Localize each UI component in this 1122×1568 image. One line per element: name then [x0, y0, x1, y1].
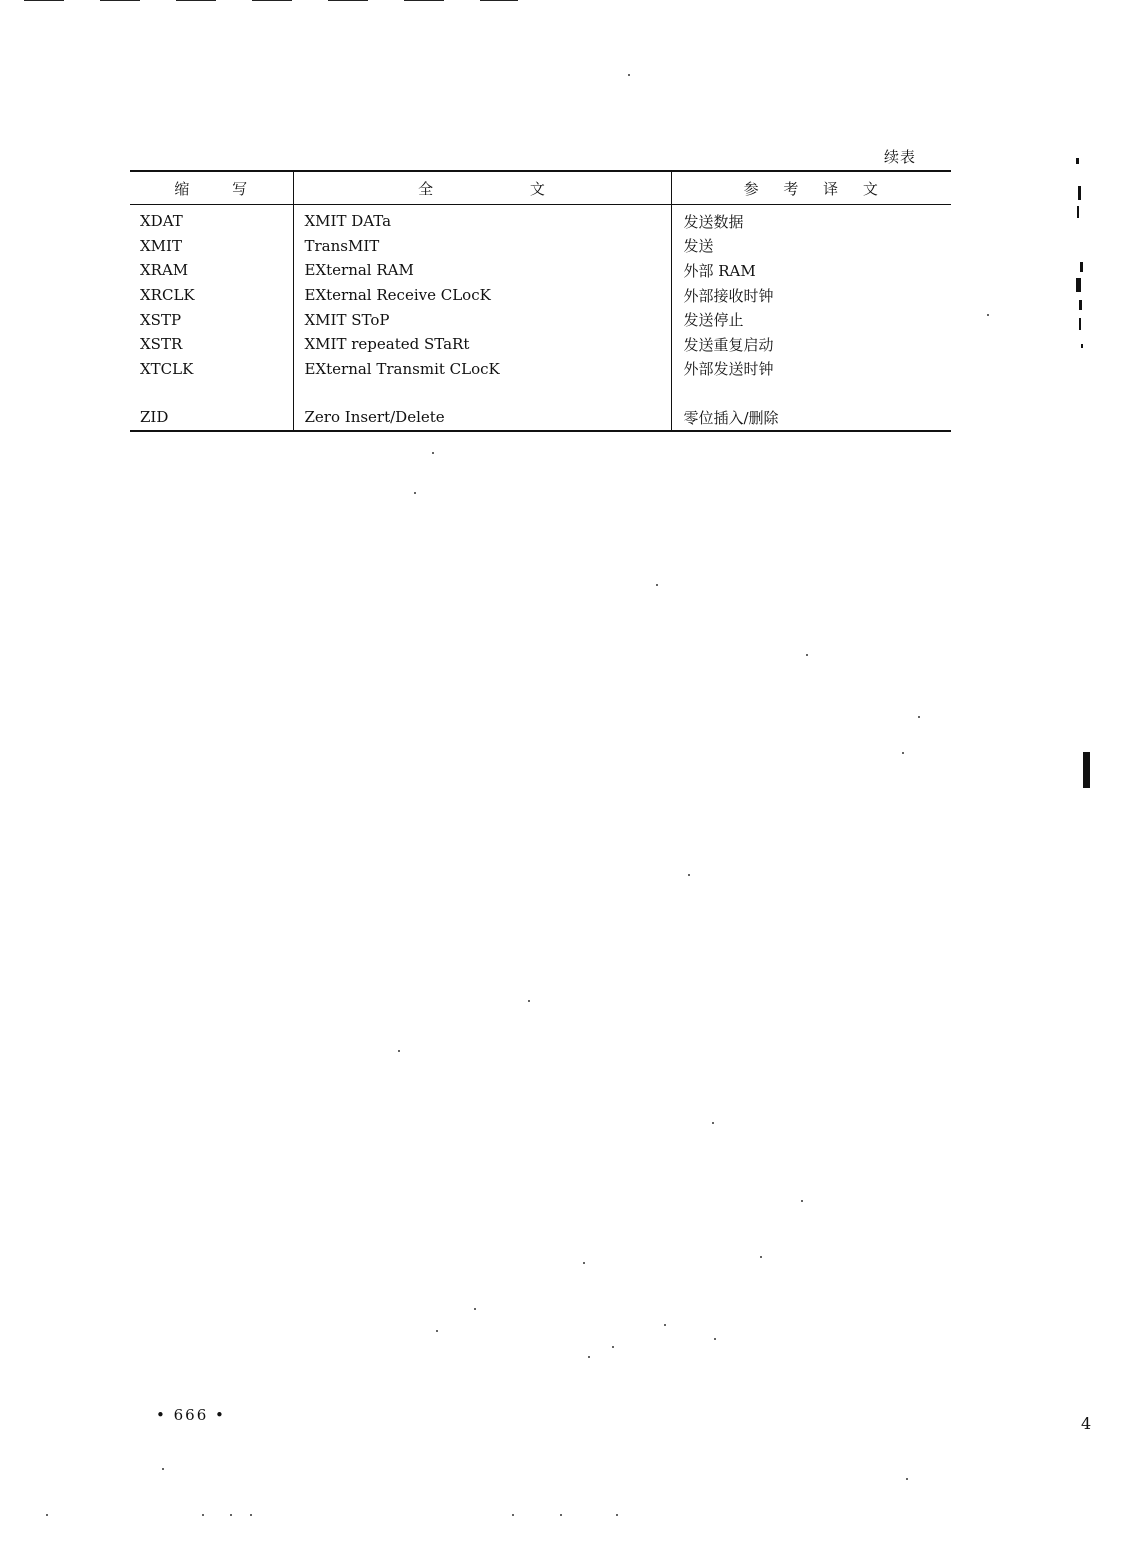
scan-speck [806, 654, 808, 656]
cell-full-text: XMIT repeated STaRt [293, 332, 671, 357]
cell-abbreviation: XRCLK [140, 286, 195, 305]
page-number: • 666 • [156, 1406, 226, 1424]
cell-full-text: Zero Insert/Delete [293, 405, 671, 431]
table-row [130, 405, 951, 431]
scan-speck [616, 1514, 618, 1516]
cell-full-text: EXternal Receive CLocK [293, 283, 671, 308]
cell-full-text: TransMIT [293, 234, 671, 259]
edge-scan-mark [1076, 158, 1079, 164]
table-header-row [130, 171, 951, 205]
header-full-text: 全 文 [293, 171, 671, 205]
cell-abbreviation: XSTR [140, 335, 183, 354]
scan-speck [987, 314, 989, 316]
top-edge-rule [328, 0, 368, 1]
cell-translation: 发送重复启动 [671, 332, 951, 357]
scan-speck [714, 1338, 716, 1340]
cell-abbreviation: XRAM [140, 261, 189, 280]
cell-translation: 外部接收时钟 [671, 283, 951, 308]
scan-speck [46, 1514, 48, 1516]
table-row [130, 258, 951, 283]
cell-translation: 发送数据 [671, 205, 951, 234]
scan-speck [656, 584, 658, 586]
scan-speck [512, 1514, 514, 1516]
cell-full-text: XMIT SToP [293, 307, 671, 332]
scan-speck [918, 716, 920, 718]
top-edge-rule [24, 0, 64, 1]
table-row [130, 332, 951, 357]
abbreviation-table [130, 170, 951, 432]
table-row [130, 283, 951, 308]
top-edge-rule [100, 0, 140, 1]
edge-scan-mark [1081, 344, 1083, 348]
header-translation: 参 考 译 文 [671, 171, 951, 205]
cell-full-text: EXternal RAM [293, 258, 671, 283]
scan-speck [712, 1122, 714, 1124]
edge-scan-mark [1080, 262, 1083, 272]
scan-speck [474, 1308, 476, 1310]
cell-translation: 发送 [671, 234, 951, 259]
edge-scan-mark [1079, 318, 1081, 330]
cell-translation: 外部发送时钟 [671, 357, 951, 382]
table-spacer-row [130, 381, 951, 405]
scan-speck [628, 74, 630, 76]
scan-speck [436, 1330, 438, 1332]
table-row [130, 205, 951, 234]
scan-speck [528, 1000, 530, 1002]
edge-scan-mark [1077, 206, 1079, 218]
scan-speck [414, 492, 416, 494]
scan-speck [760, 1256, 762, 1258]
scan-speck [801, 1200, 803, 1202]
edge-scan-mark [1078, 186, 1081, 200]
scan-speck [398, 1050, 400, 1052]
cell-abbreviation: XDAT [140, 212, 183, 231]
scan-speck [688, 874, 690, 876]
edge-scan-mark [1076, 278, 1081, 292]
top-edge-rule [480, 0, 518, 1]
table-row [130, 357, 951, 382]
cell-abbreviation: ZID [140, 408, 169, 427]
scan-speck [560, 1514, 562, 1516]
continued-table-label: 续表 [884, 148, 917, 166]
edge-scan-mark [1079, 300, 1082, 310]
header-abbreviation: 缩 写 [174, 179, 249, 198]
scan-speck [902, 752, 904, 754]
cell-translation: 外部 RAM [671, 258, 951, 283]
top-edge-rule [176, 0, 216, 1]
scan-speck [202, 1514, 204, 1516]
cell-abbreviation: XSTP [140, 310, 182, 329]
scan-speck [906, 1478, 908, 1480]
top-edge-rule [252, 0, 292, 1]
abbreviation-table-grid [130, 170, 951, 432]
cell-translation: 零位插入/删除 [671, 405, 951, 431]
top-edge-rule [404, 0, 444, 1]
scan-speck [588, 1356, 590, 1358]
side-number: 4 [1081, 1414, 1092, 1433]
scan-speck [612, 1346, 614, 1348]
scan-speck [664, 1324, 666, 1326]
cell-abbreviation: XMIT [140, 236, 182, 255]
scan-speck [250, 1514, 252, 1516]
cell-full-text: XMIT DATa [293, 205, 671, 234]
cell-translation: 发送停止 [671, 307, 951, 332]
table-row [130, 307, 951, 332]
scan-speck [583, 1262, 585, 1264]
cell-abbreviation: XTCLK [140, 359, 194, 378]
table-row [130, 234, 951, 259]
cell-full-text: EXternal Transmit CLocK [293, 357, 671, 382]
scan-speck [432, 452, 434, 454]
edge-scan-mark [1083, 752, 1090, 788]
scan-speck [230, 1514, 232, 1516]
scan-speck [162, 1468, 164, 1470]
